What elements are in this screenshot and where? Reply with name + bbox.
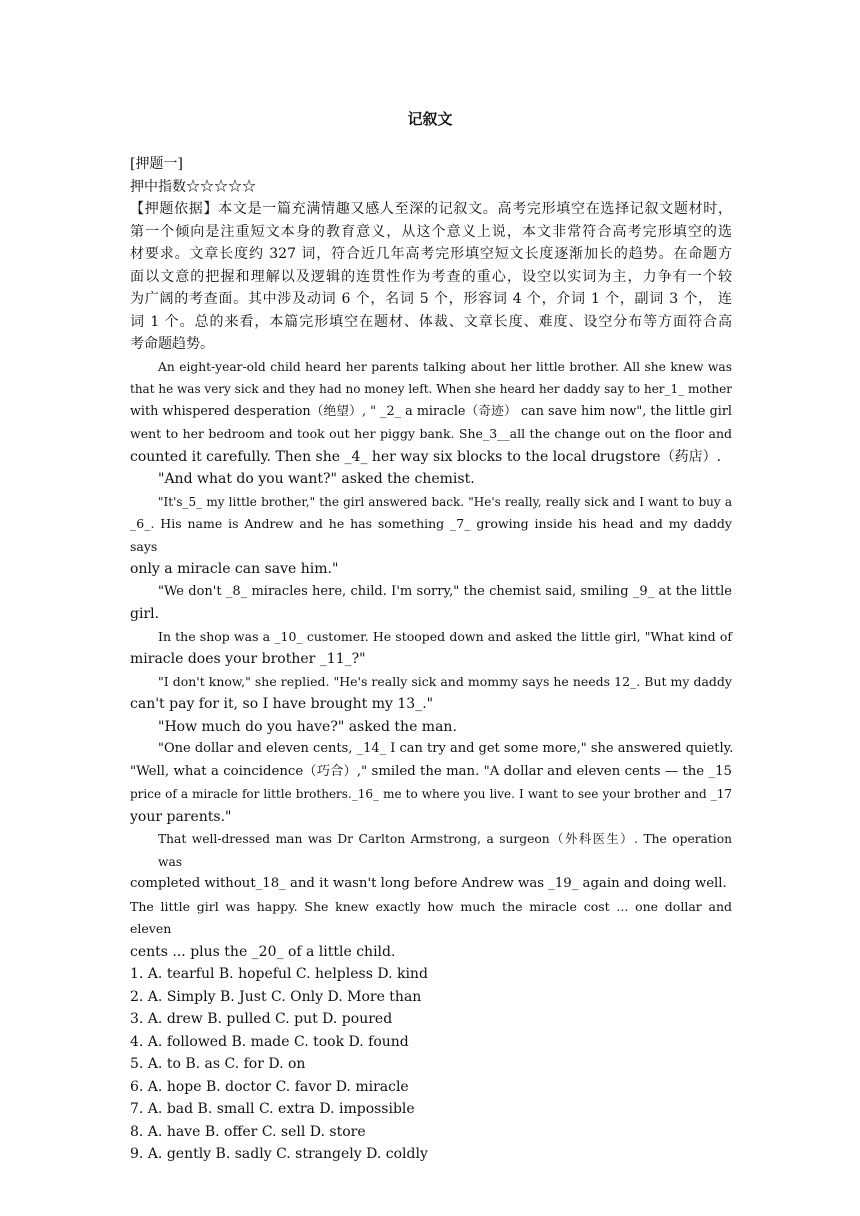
passage-line: _6_. His name is Andrew and he has something _7_ growing inside his head and my daddy says <box>130 516 732 554</box>
passage-line: That well-dressed man was Dr Carlton Armstrong, a surgeon（外科医生）. The operation was <box>158 832 732 869</box>
passage-line: "I don't know," she replied. "He's really sick and mommy says he needs 12_. But my daddy <box>158 673 732 689</box>
option-line: 8. A. have B. offer C. sell D. store <box>130 1123 366 1140</box>
basis-line: 材要求。文章长度约 327 词，符合近几年高考完形填空短文长度逐渐加长的趋势。在命题方 <box>130 246 732 262</box>
basis-line: 为广阔的考查面。其中涉及动词 6 个，名词 5 个，形容词 4 个，介词 1 个，副词 3 个， 连 <box>130 291 732 307</box>
passage-line: "Well, what a coincidence（巧合）," smiled the man. "A dollar and eleven cents — the _15 <box>130 763 732 779</box>
option-line: 6. A. hope B. doctor C. favor D. miracle <box>130 1078 409 1095</box>
option-line: 5. A. to B. as C. for D. on <box>130 1056 306 1072</box>
passage-line: An eight-year-old child heard her parents talking about her little brother. All she knew was <box>158 359 732 374</box>
passage-line: only a miracle can save him." <box>130 561 339 577</box>
cloze-passage <box>130 356 732 964</box>
passage-line: cents ... plus the _20_ of a little child. <box>130 943 396 960</box>
passage-line: "We don't _8_ miracles here, child. I'm sorry," the chemist said, smiling _9_ at the little <box>158 583 732 599</box>
basis-line: 面以文意的把握和理解以及逻辑的连贯性作为考查的重心，设空以实词为主，力争有一个较 <box>130 268 732 285</box>
option-line: 4. A. followed B. made C. took D. found <box>130 1033 409 1050</box>
basis-paragraph <box>130 198 732 356</box>
passage-line: price of a miracle for little brothers._16_ me to where you live. I want to see your brother and _17 <box>130 787 732 801</box>
rating-stars: 押中指数☆☆☆☆☆ <box>130 178 256 195</box>
passage-line: girl. <box>130 606 160 622</box>
passage-line: "And what do you want?" asked the chemist. <box>158 471 475 487</box>
basis-line: 【押题依据】本文是一篇充满情趣又感人至深的记叙文。高考完形填空在选择记叙文题材时， <box>130 201 732 217</box>
option-line: 7. A. bad B. small C. extra D. impossible <box>130 1101 415 1117</box>
passage-line: counted it carefully. Then she _4_ her way six blocks to the local drugstore（药店）. <box>130 448 722 465</box>
passage-line: miracle does your brother _11_?" <box>130 651 366 667</box>
passage-line: "It's_5_ my little brother," the girl answered back. "He's really, really sick and I want to buy a <box>158 494 732 509</box>
option-line: 2. A. Simply B. Just C. Only D. More than <box>130 988 422 1005</box>
passage-line: that he was very sick and they had no money left. When she heard her daddy say to her_1_ mother <box>130 382 732 396</box>
passage-line: "One dollar and eleven cents, _14_ I can try and get some more," she answered quietly. <box>158 741 734 756</box>
passage-line: with whispered desperation（绝望）, " _2_ a miracle（奇迹） can save him now", the little girl <box>130 403 732 419</box>
basis-line: 第一个倾向是注重短文本身的教育意义，从这个意义上说，本文非常符合高考完形填空的选 <box>130 223 732 240</box>
option-line: 3. A. drew B. pulled C. put D. poured <box>130 1011 393 1027</box>
passage-line: The little girl was happy. She knew exactly how much the miracle cost ... one dollar and eleven <box>130 898 732 936</box>
passage-line: went to her bedroom and took out her piggy bank. She_3__all the change out on the floor and <box>130 426 732 441</box>
passage-line: completed without_18_ and it wasn't long before Andrew was _19_ again and doing well. <box>130 876 727 891</box>
passage-line: can't pay for it, so I have brought my 13_." <box>130 696 434 712</box>
passage-line: In the shop was a _10_ customer. He stooped down and asked the little girl, "What kind of <box>158 628 732 644</box>
option-line: 1. A. tearful B. hopeful C. helpless D. kind <box>130 966 428 982</box>
passage-line: "How much do you have?" asked the man. <box>158 718 457 735</box>
basis-line: 考命题趋势。 <box>130 336 214 352</box>
passage-line: your parents." <box>130 808 232 825</box>
answer-options <box>130 963 732 1166</box>
document-title: 记叙文 <box>407 110 453 128</box>
option-line: 9. A. gently B. sadly C. strangely D. coldly <box>130 1146 428 1162</box>
basis-line: 词 1 个。总的来看，本篇完形填空在题材、体裁、文章长度、难度、设空分布等方面符合高 <box>130 313 732 330</box>
document-body <box>130 153 732 1166</box>
section-label: [押题一] <box>130 156 183 172</box>
